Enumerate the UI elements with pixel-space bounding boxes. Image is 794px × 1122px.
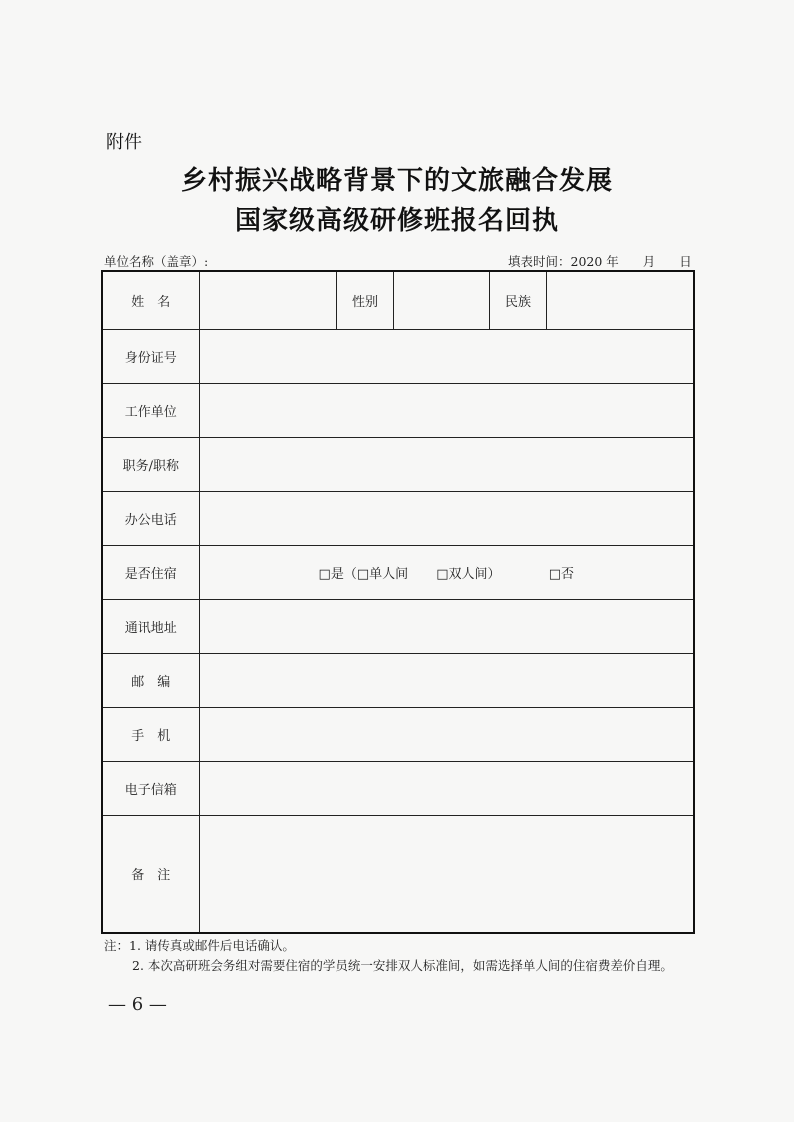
lodging-no-option[interactable]: □否 (548, 566, 574, 582)
field-email[interactable] (199, 761, 694, 815)
row-lodging (102, 545, 694, 599)
label-address: 通讯地址 (102, 599, 199, 653)
field-position[interactable] (199, 437, 694, 491)
field-ethnicity[interactable] (547, 271, 694, 329)
row-id (102, 329, 694, 383)
row-postcode (102, 653, 694, 707)
field-office-phone[interactable] (199, 491, 694, 545)
row-mobile (102, 707, 694, 761)
unit-name-label: 单位名称（盖章）: (104, 254, 209, 269)
fill-date-day: 日 (679, 254, 692, 269)
field-gender[interactable] (394, 271, 489, 329)
label-id-number: 身份证号 (102, 329, 199, 383)
notes (104, 936, 673, 976)
row-address (102, 599, 694, 653)
lodging-yes-single-option[interactable]: □是（□单人间 (318, 566, 409, 582)
page-number: — 6 — (108, 994, 167, 1015)
label-name: 姓 名 (102, 271, 199, 329)
field-mobile[interactable] (199, 707, 694, 761)
label-gender: 性别 (336, 271, 394, 329)
label-work-unit: 工作单位 (102, 383, 199, 437)
label-remarks: 备 注 (102, 815, 199, 933)
label-ethnicity: 民族 (489, 271, 547, 329)
label-office-phone: 办公电话 (102, 491, 199, 545)
note-2: 2. 本次高研班会务组对需要住宿的学员统一安排双人标准间，如需选择单人间的住宿费差价自理。 (132, 958, 673, 973)
field-name[interactable] (199, 271, 336, 329)
field-remarks[interactable] (199, 815, 694, 933)
field-address[interactable] (199, 599, 694, 653)
note-1: 注：1. 请传真或邮件后电话确认。 (104, 938, 295, 953)
row-position (102, 437, 694, 491)
field-lodging (199, 545, 694, 599)
fill-date (508, 252, 692, 270)
label-lodging: 是否住宿 (102, 545, 199, 599)
fill-date-month: 月 (642, 254, 656, 269)
label-postcode: 邮 编 (102, 653, 199, 707)
label-email: 电子信箱 (102, 761, 199, 815)
title-line-1: 乡村振兴战略背景下的文旅融合发展 (180, 166, 613, 196)
field-postcode[interactable] (199, 653, 694, 707)
field-id-number[interactable] (199, 329, 694, 383)
row-office-phone (102, 491, 694, 545)
row-remarks (102, 815, 694, 933)
row-email (102, 761, 694, 815)
row-work-unit (102, 383, 694, 437)
fill-date-prefix: 填表时间：2020 年 (508, 254, 619, 269)
field-work-unit[interactable] (199, 383, 694, 437)
attachment-label: 附件 (106, 132, 142, 153)
registration-form (101, 270, 695, 934)
lodging-double-option[interactable]: □双人间） (436, 566, 501, 582)
label-mobile: 手 机 (102, 707, 199, 761)
row-name (102, 271, 694, 329)
label-position: 职务/职称 (102, 437, 199, 491)
title-line-2: 国家级高级研修班报名回执 (234, 206, 559, 236)
